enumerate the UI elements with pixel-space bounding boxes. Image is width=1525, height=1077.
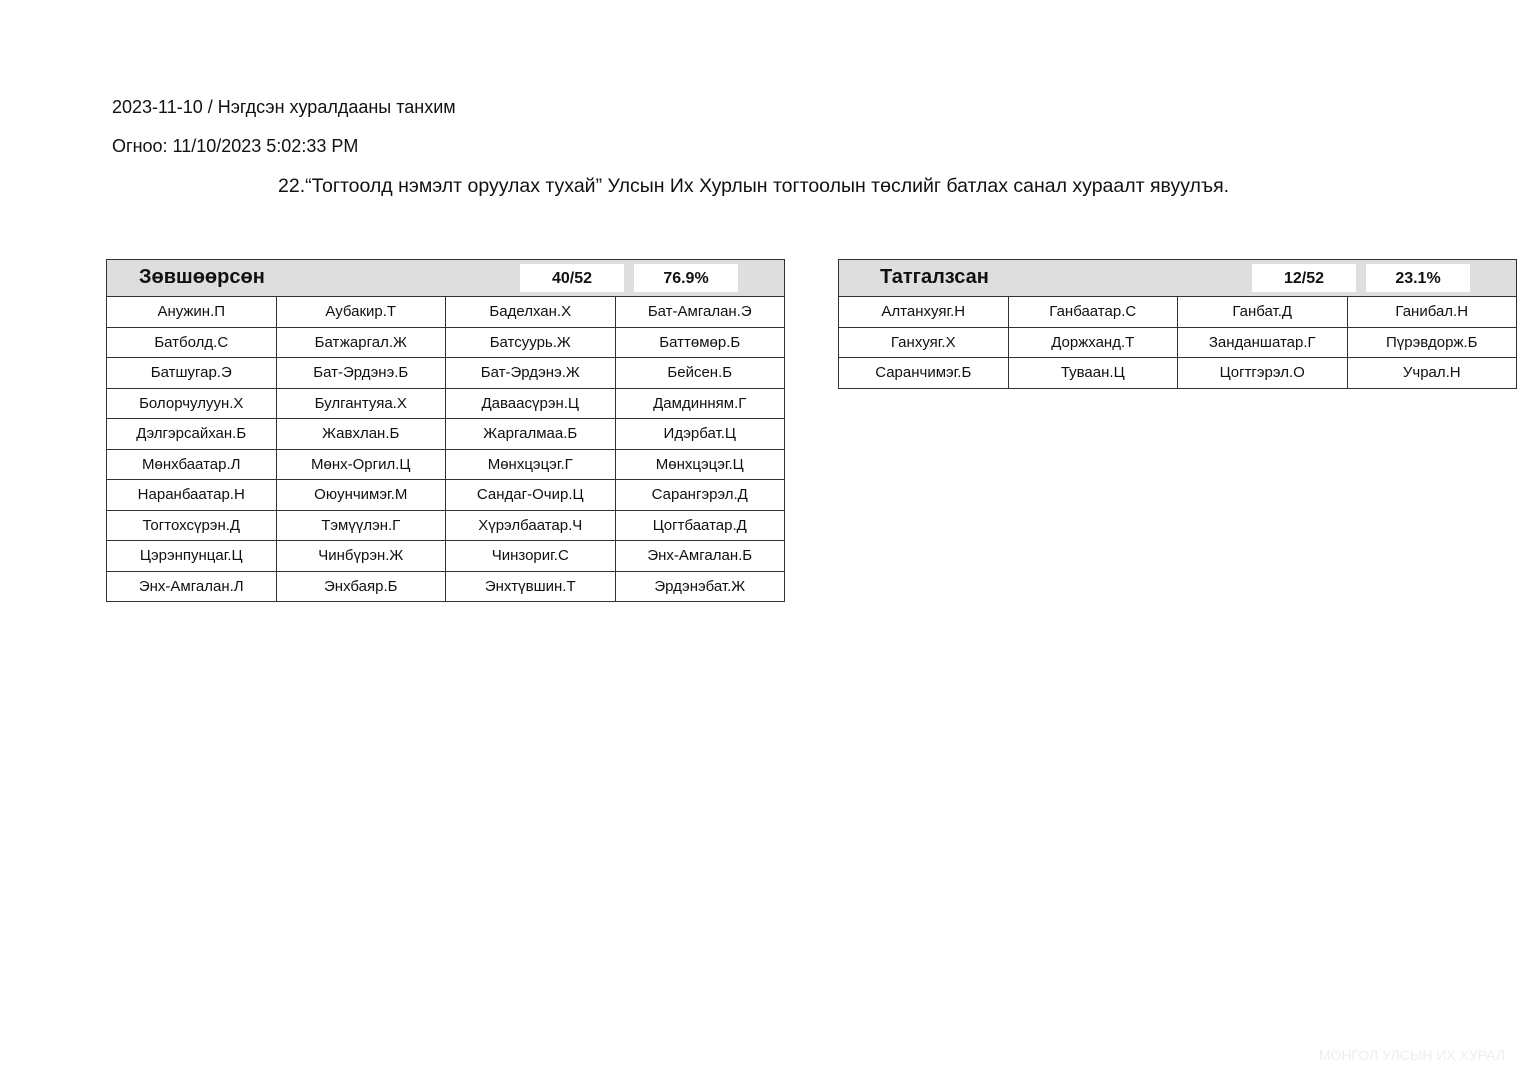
member-name: Аубакир.Т [276, 297, 446, 327]
member-name: Бат-Эрдэнэ.Ж [446, 358, 616, 389]
member-name: Мөнхбаатар.Л [107, 449, 277, 480]
member-name: Энх-Амгалан.Л [107, 571, 277, 602]
member-name: Баделхан.Х [446, 297, 616, 327]
table-row [107, 419, 785, 450]
table-row [107, 358, 785, 389]
table-row [107, 541, 785, 572]
member-name: Батсуурь.Ж [446, 327, 616, 358]
member-name: Ганибал.Н [1347, 297, 1517, 327]
abstained-names-table [838, 297, 1517, 389]
table-row [839, 358, 1517, 389]
member-name: Дамдинням.Г [615, 388, 785, 419]
member-name: Энхтүвшин.Т [446, 571, 616, 602]
member-name: Эрдэнэбат.Ж [615, 571, 785, 602]
member-name: Болорчулуун.Х [107, 388, 277, 419]
member-name: Бат-Эрдэнэ.Б [276, 358, 446, 389]
member-name: Алтанхуяг.Н [839, 297, 1009, 327]
member-name: Батжаргал.Ж [276, 327, 446, 358]
table-row [107, 571, 785, 602]
approved-count: 40/52 [520, 264, 624, 292]
approved-panel [106, 259, 785, 602]
approved-header [106, 259, 785, 297]
member-name: Доржханд.Т [1008, 327, 1178, 358]
member-name: Туваан.Ц [1008, 358, 1178, 389]
member-name: Ганбат.Д [1178, 297, 1348, 327]
table-row [107, 327, 785, 358]
member-name: Сарангэрэл.Д [615, 480, 785, 511]
member-name: Тэмүүлэн.Г [276, 510, 446, 541]
abstained-header [838, 259, 1517, 297]
approved-title: Зөвшөөрсөн [139, 266, 265, 288]
watermark: МОНГОЛ УЛСЫН ИХ ХУРАЛ [1318, 1047, 1505, 1063]
member-name: Саранчимэг.Б [839, 358, 1009, 389]
member-name: Чинбүрэн.Ж [276, 541, 446, 572]
member-name: Оюунчимэг.М [276, 480, 446, 511]
member-name: Энхбаяр.Б [276, 571, 446, 602]
motion-title: 22.“Тогтоолд нэмэлт оруулах тухай” Улсын Их Хурлын тогтоолын төслийг батлах санал хураалт явуулъя. [278, 175, 1230, 197]
member-name: Баттөмөр.Б [615, 327, 785, 358]
member-name: Наранбаатар.Н [107, 480, 277, 511]
member-name: Учрал.Н [1347, 358, 1517, 389]
member-name: Мөнхцэцэг.Ц [615, 449, 785, 480]
member-name: Бейсен.Б [615, 358, 785, 389]
member-name: Ганхуяг.Х [839, 327, 1009, 358]
member-name: Булгантуяа.Х [276, 388, 446, 419]
member-name: Тогтохсүрэн.Д [107, 510, 277, 541]
abstained-percent: 23.1% [1366, 264, 1470, 292]
table-row [839, 327, 1517, 358]
member-name: Мөнхцэцэг.Г [446, 449, 616, 480]
member-name: Энх-Амгалан.Б [615, 541, 785, 572]
approved-percent: 76.9% [634, 264, 738, 292]
member-name: Идэрбат.Ц [615, 419, 785, 450]
session-line: 2023-11-10 / Нэгдсэн хуралдааны танхим [112, 97, 456, 117]
member-name: Жаргалмаа.Б [446, 419, 616, 450]
member-name: Анужин.П [107, 297, 277, 327]
abstained-title: Татгалзсан [880, 266, 989, 288]
member-name: Цогтбаатар.Д [615, 510, 785, 541]
member-name: Занданшатар.Г [1178, 327, 1348, 358]
vote-date: Огноо: 11/10/2023 5:02:33 PM [112, 136, 359, 156]
member-name: Чинзориг.С [446, 541, 616, 572]
member-name: Жавхлан.Б [276, 419, 446, 450]
member-name: Ганбаатар.С [1008, 297, 1178, 327]
member-name: Хүрэлбаатар.Ч [446, 510, 616, 541]
member-name: Пүрэвдорж.Б [1347, 327, 1517, 358]
member-name: Батболд.С [107, 327, 277, 358]
table-row [107, 297, 785, 327]
table-row [107, 510, 785, 541]
member-name: Даваасүрэн.Ц [446, 388, 616, 419]
table-row [107, 449, 785, 480]
member-name: Цогтгэрэл.О [1178, 358, 1348, 389]
member-name: Дэлгэрсайхан.Б [107, 419, 277, 450]
member-name: Цэрэнпунцаг.Ц [107, 541, 277, 572]
member-name: Батшугар.Э [107, 358, 277, 389]
abstained-panel [838, 259, 1517, 389]
abstained-count: 12/52 [1252, 264, 1356, 292]
member-name: Сандаг-Очир.Ц [446, 480, 616, 511]
approved-names-table [106, 297, 785, 602]
table-row [107, 388, 785, 419]
member-name: Мөнх-Оргил.Ц [276, 449, 446, 480]
table-row [107, 480, 785, 511]
member-name: Бат-Амгалан.Э [615, 297, 785, 327]
table-row [839, 297, 1517, 327]
